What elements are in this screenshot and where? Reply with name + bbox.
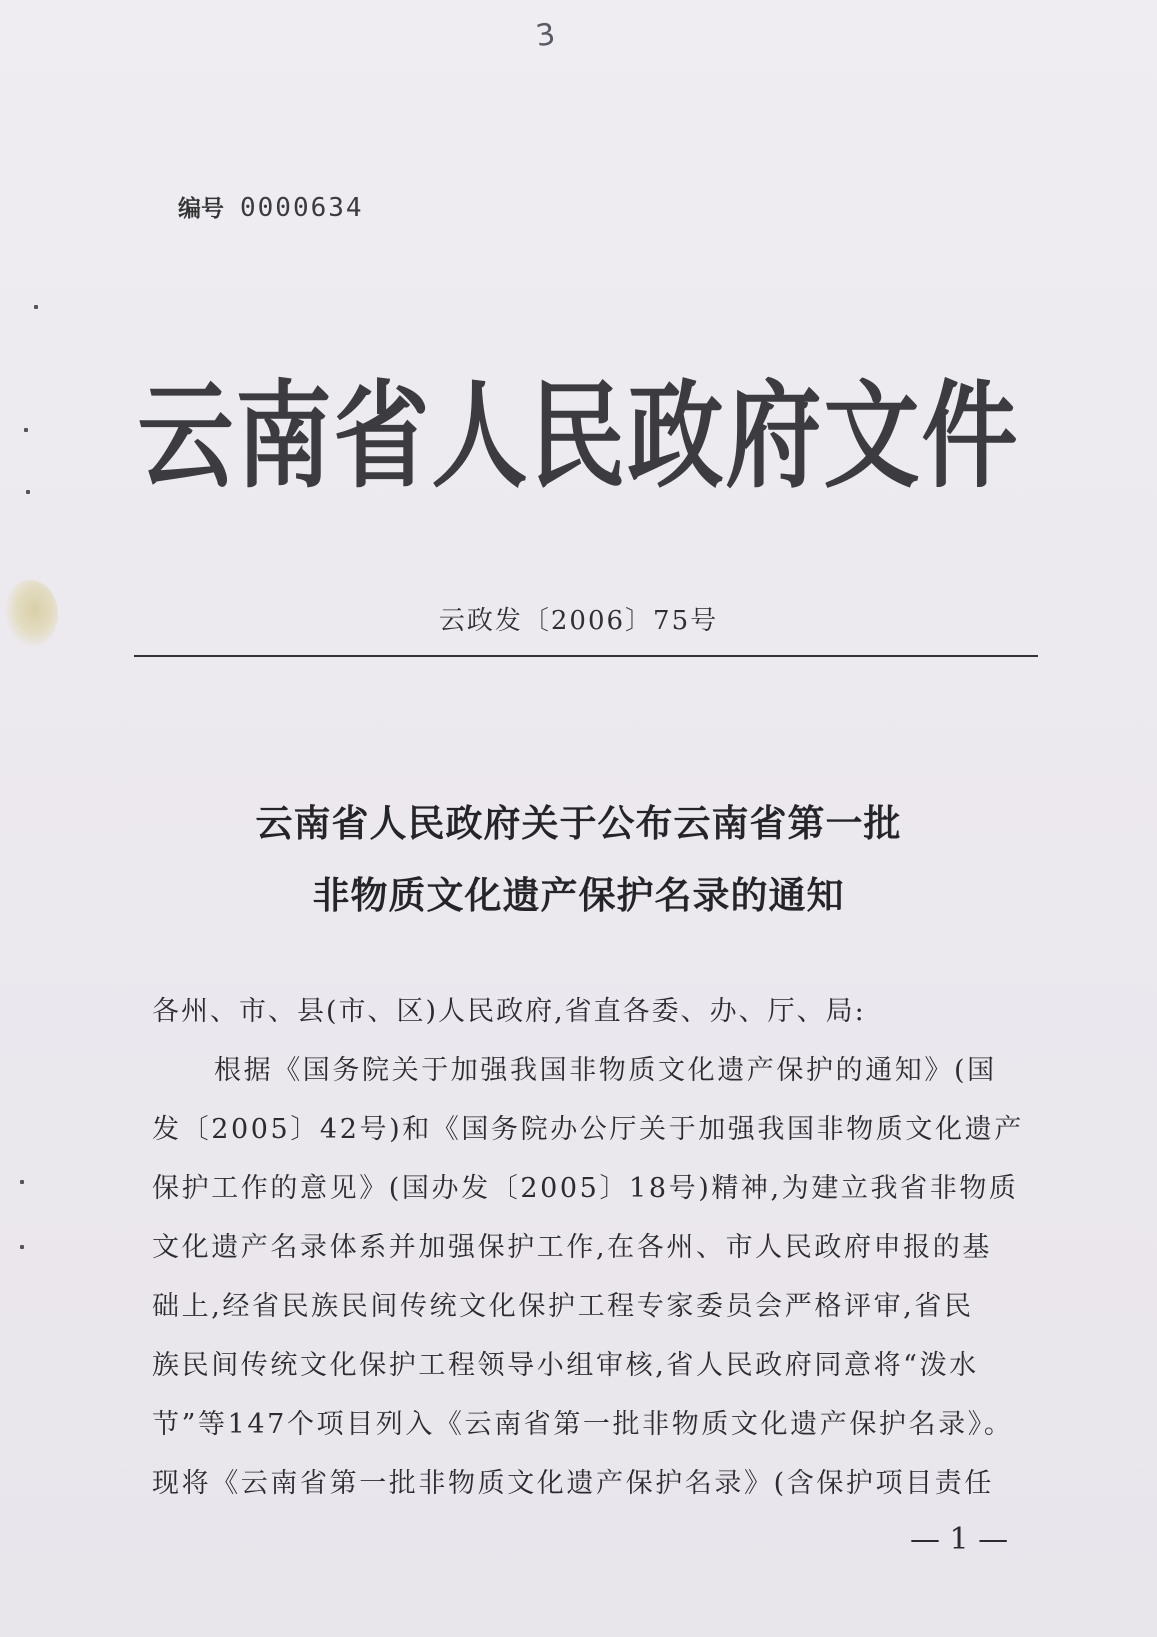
body-line: 现将《云南省第一批非物质文化遗产保护名录》(含保护项目责任 bbox=[152, 1468, 994, 1499]
notice-title-line-1: 云南省人民政府关于公布云南省第一批 bbox=[255, 802, 902, 845]
handwritten-page-mark: 3 bbox=[533, 16, 558, 55]
body-line: 文化遗产名录体系并加强保护工作,在各州、市人民政府申报的基 bbox=[152, 1232, 992, 1263]
body-line: 节”等147个项目列入《云南省第一批非物质文化遗产保护名录》。 bbox=[152, 1409, 1014, 1440]
body-line: 保护工作的意见》(国办发〔2005〕18号)精神,为建立我省非物质 bbox=[152, 1173, 1019, 1204]
serial-label: 编号 bbox=[178, 196, 224, 222]
body-line: 族民间传统文化保护工程领导小组审核,省人民政府同意将“泼水 bbox=[152, 1350, 979, 1381]
notice-body bbox=[152, 982, 1052, 1513]
page-number: — 1 — bbox=[910, 1522, 1009, 1557]
body-line: 根据《国务院关于加强我国非物质文化遗产保护的通知》(国 bbox=[214, 1055, 997, 1086]
scan-speck bbox=[34, 305, 38, 309]
addressee: 各州、市、县(市、区)人民政府,省直各委、办、厅、局: bbox=[152, 996, 866, 1027]
body-line: 础上,经省民族民间传统文化保护工程专家委员会严格评审,省民 bbox=[152, 1291, 974, 1322]
body-line: 发〔2005〕42号)和《国务院办公厅关于加强我国非物质文化遗产 bbox=[152, 1114, 1024, 1145]
masthead: 云南省人民政府文件 bbox=[137, 369, 1020, 504]
scan-speck bbox=[20, 1180, 24, 1184]
header-rule bbox=[134, 655, 1038, 657]
notice-title-line-2: 非物质文化遗产保护名录的通知 bbox=[312, 874, 845, 917]
document-number: 云政发〔2006〕75号 bbox=[438, 606, 719, 636]
serial-value: 0000634 bbox=[240, 193, 364, 223]
serial-number bbox=[178, 190, 364, 223]
scan-speck bbox=[20, 1245, 24, 1249]
